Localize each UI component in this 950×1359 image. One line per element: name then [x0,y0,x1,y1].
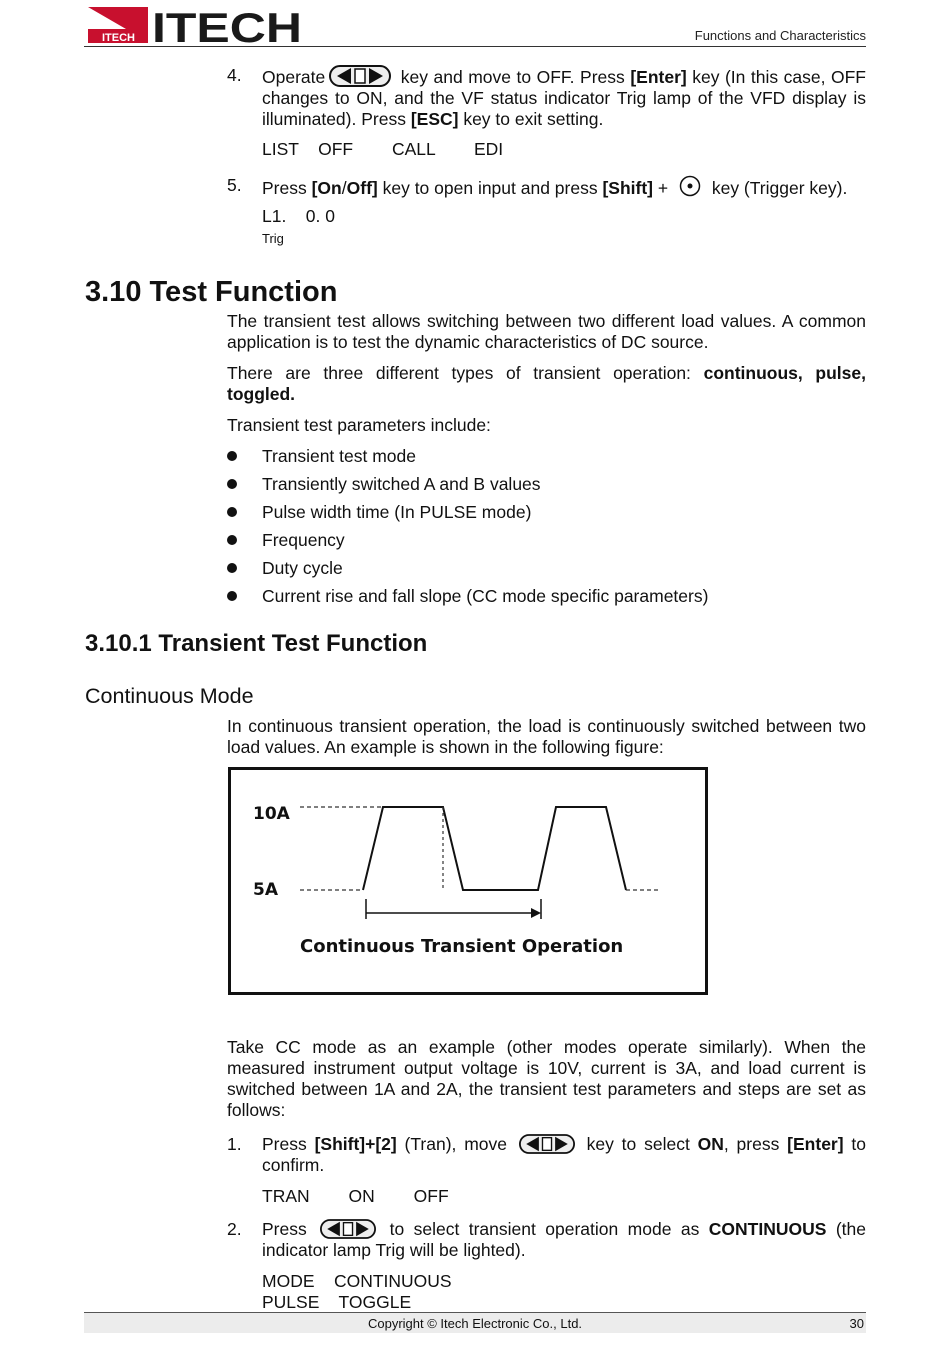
paragraph: Take CC mode as an example (other modes operate similarly). When the measured instrument output voltage is 10V, current is 3A, and load current is switched between 1A and 2A, the transient test parameters and steps are set as follows: [227,1037,866,1120]
bullet-dot [227,451,237,461]
display-tran: TRAN ON OFF [262,1186,449,1206]
label-5a: 5A [253,880,278,900]
header-section-title: Functions and Characteristics [694,28,866,43]
bullet-dot [227,591,237,601]
left-right-arrow-key-icon [329,65,391,87]
section-title-3-10: 3.10 Test Function [85,276,338,308]
itech-logo [86,5,306,45]
label-10a: 10A [253,804,290,824]
list-item: Duty cycle [262,558,343,578]
display-l1: L1. 0. 0 [262,206,335,226]
step-number: 1. [227,1134,242,1154]
list-item: Frequency [262,530,345,550]
paragraph: Transient test parameters include: [227,415,491,435]
bullet-dot [227,479,237,489]
logo-text: ITECH [152,5,302,45]
step-number: 4. [227,65,242,85]
paragraph: There are three different types of transient operation: continuous, pulse, toggled. [227,363,866,404]
step-4-text: Operate key and move to OFF. Press [Enter] key (In this case, OFF changes to ON, and the VF status indicator Trig lamp of the VFD display is illuminated). Press [ESC] key to exit setting. [262,67,866,129]
paragraph: The transient test allows switching between two different load values. A common application is to test the dynamic characteristics of DC source. [227,311,866,352]
header-rule [84,46,866,47]
section-title-3-10-1: 3.10.1 Transient Test Function [85,630,428,657]
step-5-text: Press [On/Off] key to open input and press [Shift] + key (Trigger key). [262,175,866,199]
list-item: Transiently switched A and B values [262,474,541,494]
logo-small-text: ITECH [102,32,135,44]
figure-border [230,769,707,994]
figure-caption: Continuous Transient Operation [300,936,624,957]
display-trig: Trig [262,231,284,246]
continuous-transient-figure [228,767,708,995]
page-number: 30 [849,1316,864,1331]
left-right-arrow-key-icon [320,1219,376,1239]
display-pulse: PULSE TOGGLE [262,1292,412,1312]
step-2-text: Press to select transient operation mode as CONTINUOUS (the indicator lamp Trig will be lighted). [262,1219,866,1260]
step-number: 2. [227,1219,242,1239]
trigger-key-icon [679,175,701,197]
step-1-text: Press [Shift]+[2] (Tran), move key to select ON, press [Enter] to confirm. [262,1134,866,1175]
list-item: Current rise and fall slope (CC mode specific parameters) [262,586,709,606]
bullet-dot [227,535,237,545]
bullet-dot [227,507,237,517]
footer [84,1313,866,1333]
list-item: Pulse width time (In PULSE mode) [262,502,532,522]
footer-copyright: Copyright © Itech Electronic Co., Ltd. [367,1316,583,1331]
list-item: Transient test mode [262,446,417,466]
display-mode: MODE CONTINUOUS [262,1271,452,1291]
subsection-title: Continuous Mode [85,684,254,708]
step-number: 5. [227,175,242,195]
bullet-dot [227,563,237,573]
left-right-arrow-key-icon [519,1134,575,1154]
display-list: LIST OFF CALL EDI [262,139,504,159]
paragraph: In continuous transient operation, the load is continuously switched between two load values. An example is shown in the following figure: [227,716,866,757]
